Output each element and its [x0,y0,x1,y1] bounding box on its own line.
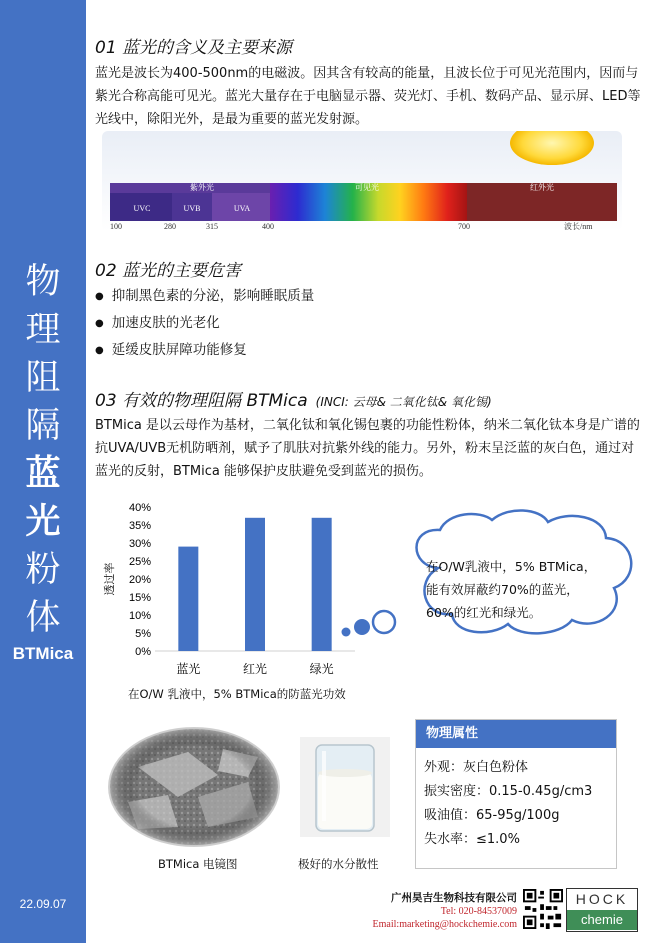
visible-label: 可见光 [355,183,379,192]
y-tick-label: 10% [128,610,151,622]
uvb-label: UVB [183,204,201,213]
y-tick-label: 0% [135,646,151,658]
qr-code-icon [523,889,563,929]
list-item: ● 抑制黑色素的分泌，影响睡眠质量 [95,283,314,310]
property-item: 外观：灰白色粉体 [424,760,529,775]
y-tick-label: 25% [128,556,151,568]
sidebar-title-char: 阻 [25,358,61,398]
bar [245,518,265,651]
company-name: 广州昊吉生物科技有限公司 [391,893,517,904]
company-email[interactable]: Email:marketing@hockchemie.com [372,919,517,930]
section3-heading [95,386,492,411]
y-tick-label: 35% [128,520,151,532]
light-spectrum-figure [102,131,622,231]
sidebar-title-char: 粉 [25,550,61,590]
properties-title: 物理属性 [416,720,616,748]
infrared-label: 红外光 [530,183,554,192]
section3-paragraph: BTMica 是以云母作为基材，二氧化钛和氧化锡包裹的功能性粉体，纳米二氧化钛本身是广谱的抗UVA/UVB无机防晒剂，赋予了肌肤对抗紫外线的能力。另外，粉末呈泛蓝的灰白色，通过对蓝光的反射，BTMica 能够保护皮肤避免受到蓝光的损伤。 [95,418,640,479]
logo-top-text: HOCK [575,891,629,907]
company-info [373,892,517,931]
x-tick-label: 蓝光 [176,662,201,676]
company-tel: Tel: 020-84537009 [440,906,517,917]
uva-label: UVA [233,204,251,213]
sidebar-product-name: BTMica [12,644,74,663]
sidebar [0,0,86,943]
y-tick-label: 5% [135,628,151,640]
bubble-text [426,555,616,624]
uvc-label: UVC [133,204,151,213]
property-item: 失水率：≤1.0% [424,832,520,847]
logo-bottom-text: chemie [567,910,637,930]
tick-label: 100 [110,222,122,231]
properties-panel [415,719,617,869]
section2-heading: 02 蓝光的主要危害 [95,261,242,281]
y-tick-label: 30% [128,538,151,550]
section1-paragraph: 蓝光是波长为400-500nm的电磁波。因其含有较高的能量，且波长位于可见光范围内，因而与紫光合称高能可见光。蓝光大量存在于电脑显示器、荧光灯、手机、数码产品、显示屏、LED等光线中，除阳光外，是最为重要的蓝光发射源。 [95,66,641,127]
transmittance-chart [95,497,375,707]
uv-label: 紫外光 [190,183,214,192]
sidebar-title-char: 理 [25,310,61,350]
bubble-tail-dots [340,608,400,638]
sem-micrograph [108,727,280,847]
sidebar-title-char: 光 [25,502,61,542]
document-date: 22.09.07 [19,897,67,911]
property-item: 吸油值：65-95g/100g [424,808,560,823]
tick-label: 315 [206,222,218,231]
bar [312,518,332,651]
sidebar-title-char: 蓝 [25,454,61,494]
list-item: ● 加速皮肤的光老化 [95,310,314,337]
sidebar-title-char: 物 [25,262,61,302]
hockchemie-logo [566,888,638,932]
sidebar-title [0,258,86,664]
beaker-photo [300,737,390,837]
sidebar-title-char: 隔 [25,406,61,446]
section3-title: 03 有效的物理阻隔 BTMica [95,391,308,411]
y-axis-label: 透过率 [103,562,116,596]
bubble-line: 能有效屏蔽约70%的蓝光， [426,582,579,597]
hazard-list [95,283,314,364]
inci-label: (INCI: 云母& 二氧化钛& 氧化锡) [315,395,492,409]
x-tick-label: 绿光 [309,662,334,676]
sidebar-title-char: 体 [25,598,61,638]
list-item: ● 延缓皮肤屏障功能修复 [95,337,314,364]
chart-caption: 在O/W 乳液中，5% BTMica的防蓝光功效 [128,687,346,701]
wavelength-label: 波长/nm [564,222,593,231]
property-item: 振实密度：0.15-0.45g/cm3 [424,784,593,799]
bubble-line: 在O/W乳液中，5% BTMica， [426,559,597,574]
tick-label: 280 [164,222,176,231]
properties-list [416,748,616,852]
beaker-caption: 极好的水分散性 [298,857,379,871]
tick-label: 700 [458,222,470,231]
bubble-line: 60%的红光和绿光。 [426,605,542,620]
sem-caption: BTMica 电镜图 [158,857,238,871]
y-tick-label: 20% [128,574,151,586]
y-tick-label: 40% [128,502,151,514]
section1-heading: 01 蓝光的含义及主要来源 [95,38,293,58]
y-tick-label: 15% [128,592,151,604]
tick-label: 400 [262,222,274,231]
x-tick-label: 红光 [242,662,268,676]
bar [178,547,198,651]
